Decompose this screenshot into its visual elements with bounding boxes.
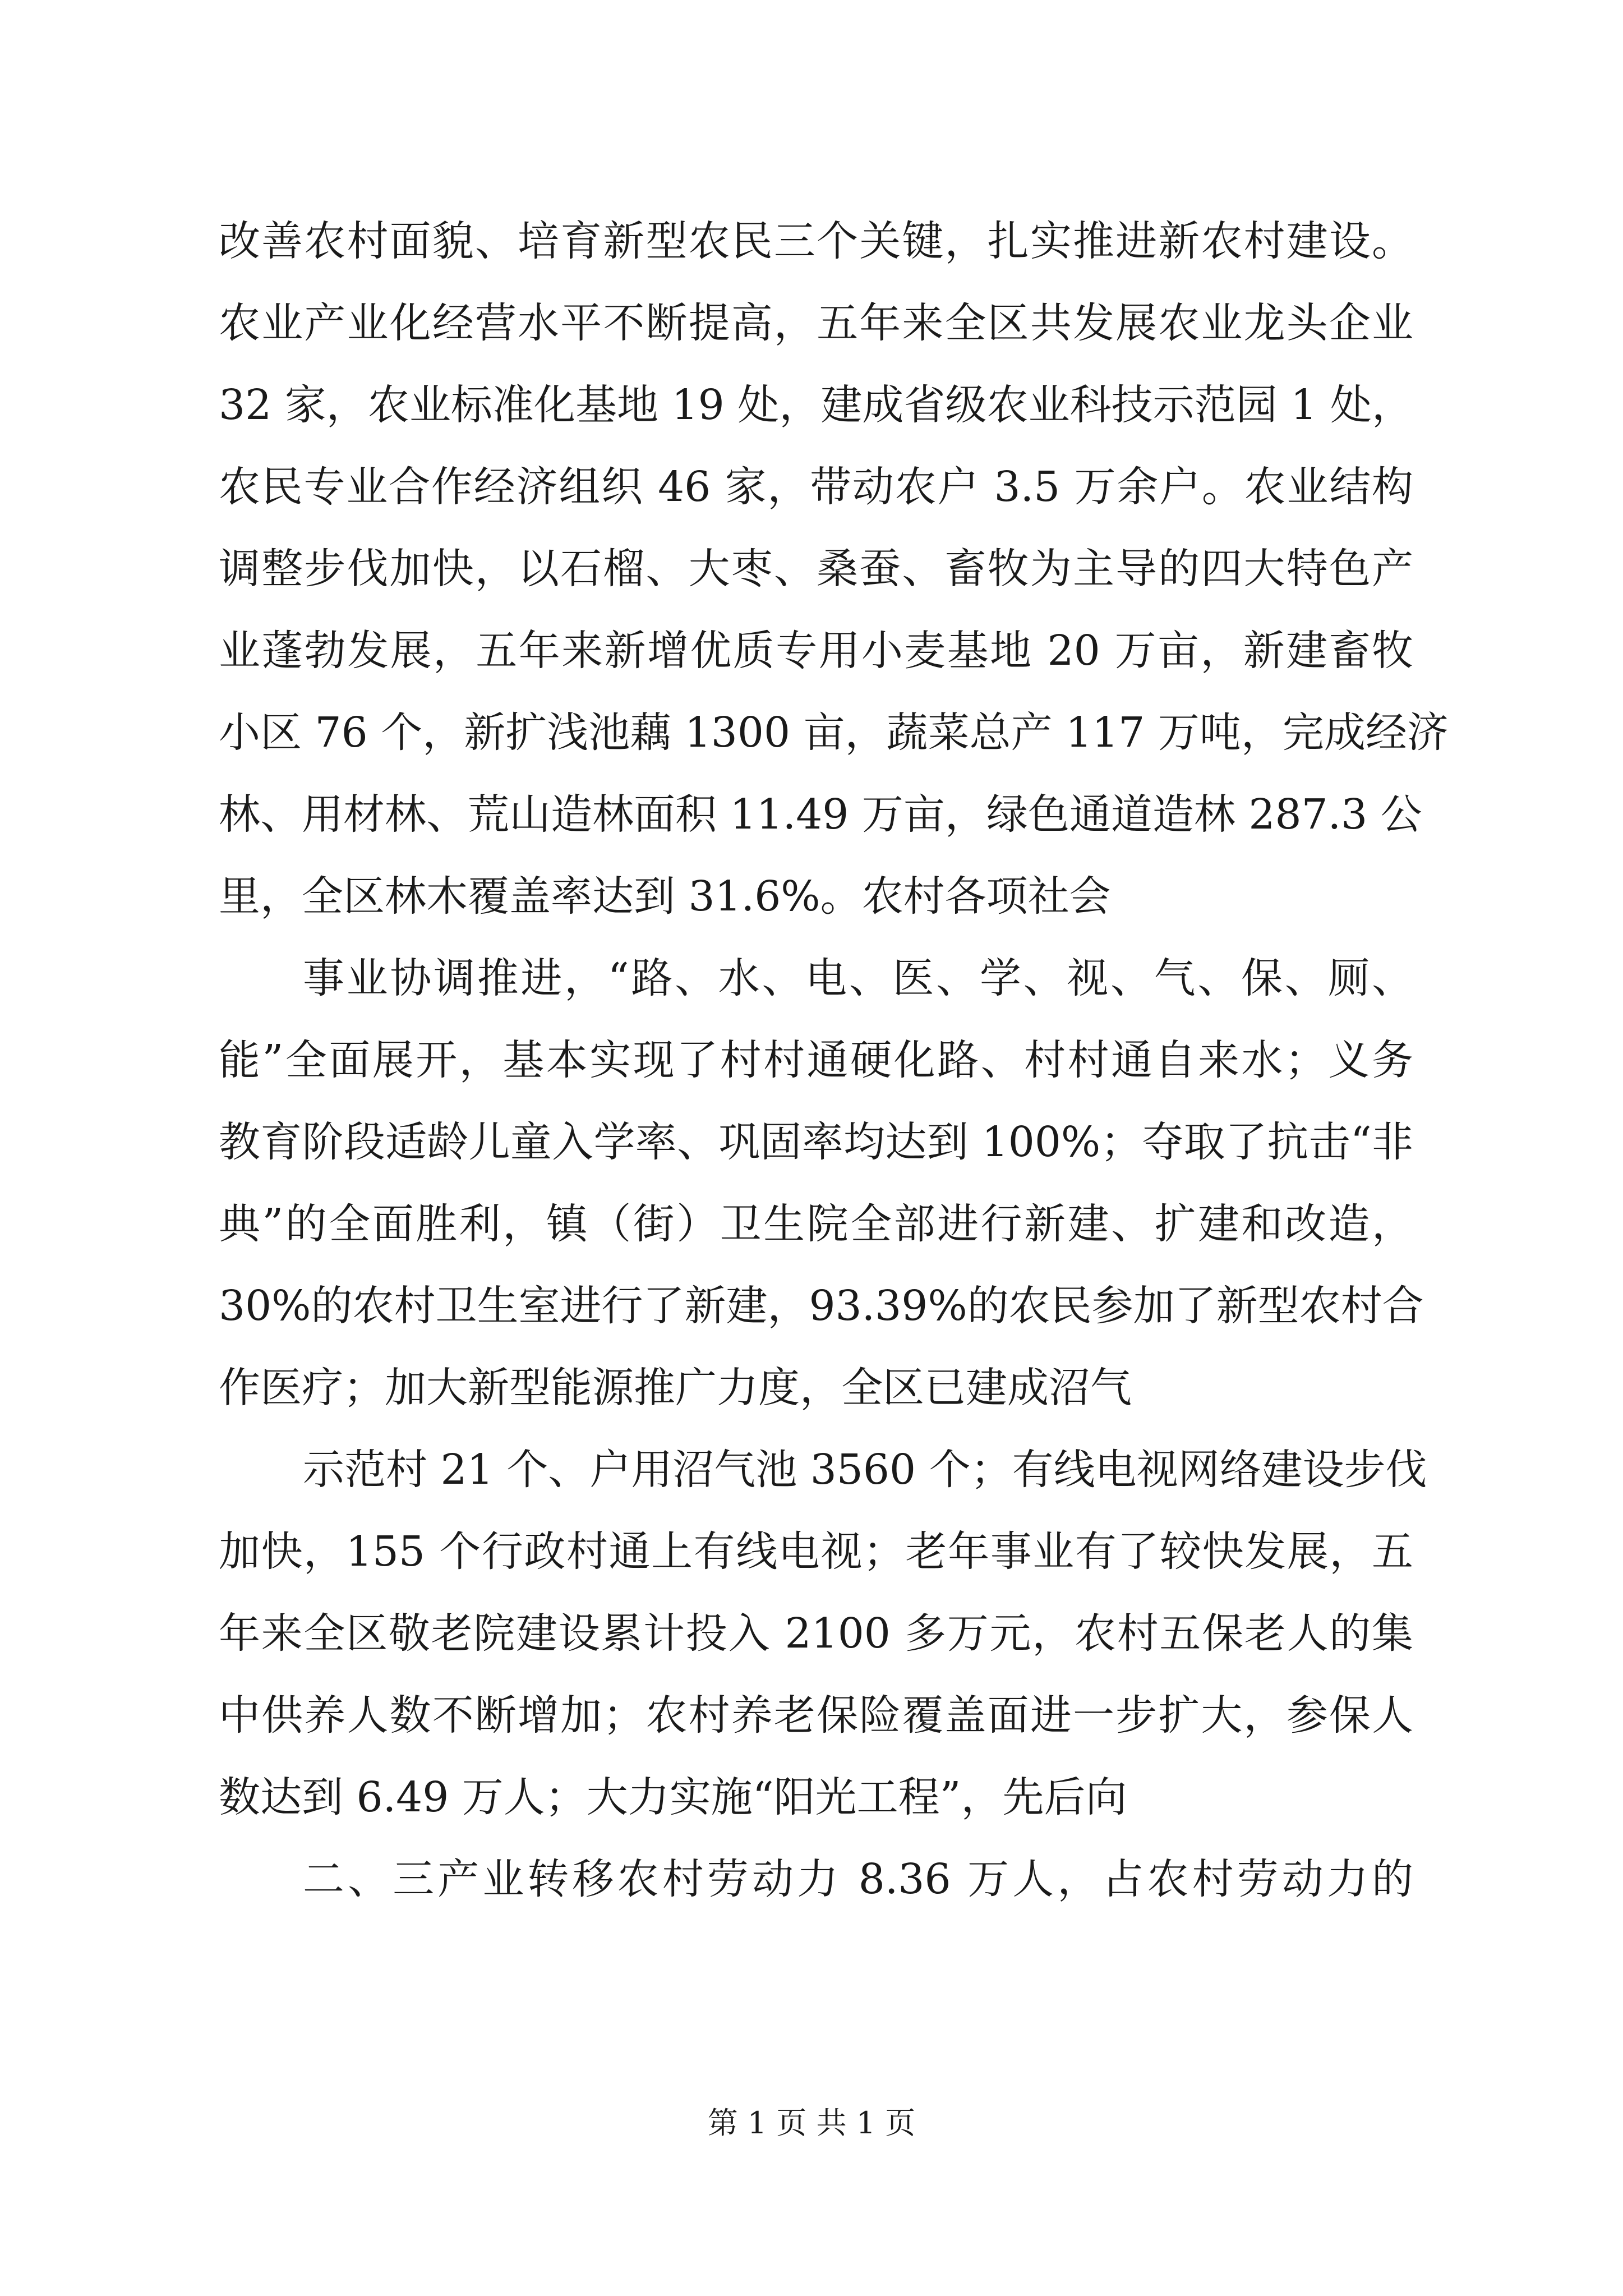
text-line: 农民专业合作经济组织 46 家，带动农户 3.5 万余户。农业结构 [219,463,1413,511]
text-line: 里，全区林木覆盖率达到 31.6%。农村各项社会 [219,872,1111,921]
text-line: 事业协调推进，“路、水、电、医、学、视、气、保、厕、 [303,954,1413,1002]
text-line: 数达到 6.49 万人；大力实施“阳光工程”，先后向 [219,1773,1127,1821]
text-line: 二、三产业转移农村劳动力 8.36 万人，占农村劳动力的 [303,1855,1413,1903]
text-line: 农业产业化经营水平不断提高，五年来全区共发展农业龙头企业 [219,299,1413,347]
text-line: 改善农村面貌、培育新型农民三个关键，扎实推进新农村建设。 [219,217,1413,265]
text-line: 30%的农村卫生室进行了新建，93.39%的农民参加了新型农村合 [219,1282,1424,1330]
text-line: 年来全区敬老院建设累计投入 2100 多万元，农村五保老人的集 [219,1609,1413,1658]
text-line: 加快，155 个行政村通上有线电视；老年事业有了较快发展，五 [219,1527,1413,1576]
page-footer: 第 1 页 共 1 页 [707,2105,916,2141]
text-line: 典”的全面胜利，镇（街）卫生院全部进行新建、扩建和改造， [219,1200,1413,1248]
text-line: 32 家，农业标准化基地 19 处，建成省级农业科技示范园 1 处， [219,381,1413,429]
text-line: 中供养人数不断增加；农村养老保险覆盖面进一步扩大，参保人 [219,1691,1413,1740]
text-line: 作医疗；加大新型能源推广力度，全区已建成沼气 [219,1364,1132,1412]
text-line: 示范村 21 个、户用沼气池 3560 个；有线电视网络建设步伐 [303,1446,1427,1494]
text-line: 业蓬勃发展，五年来新增优质专用小麦基地 20 万亩，新建畜牧 [219,627,1413,675]
text-line: 林、用材林、荒山造林面积 11.49 万亩，绿色通道造林 287.3 公 [219,790,1422,839]
text-line: 调整步伐加快，以石榴、大枣、桑蚕、畜牧为主导的四大特色产 [219,545,1413,593]
text-line: 教育阶段适龄儿童入学率、巩固率均达到 100%；夺取了抗击“非 [219,1118,1413,1166]
text-line: 小区 76 个，新扩浅池藕 1300 亩，蔬菜总产 117 万吨，完成经济 [219,708,1449,757]
text-line: 能”全面展开，基本实现了村村通硬化路、村村通自来水；义务 [219,1036,1413,1084]
